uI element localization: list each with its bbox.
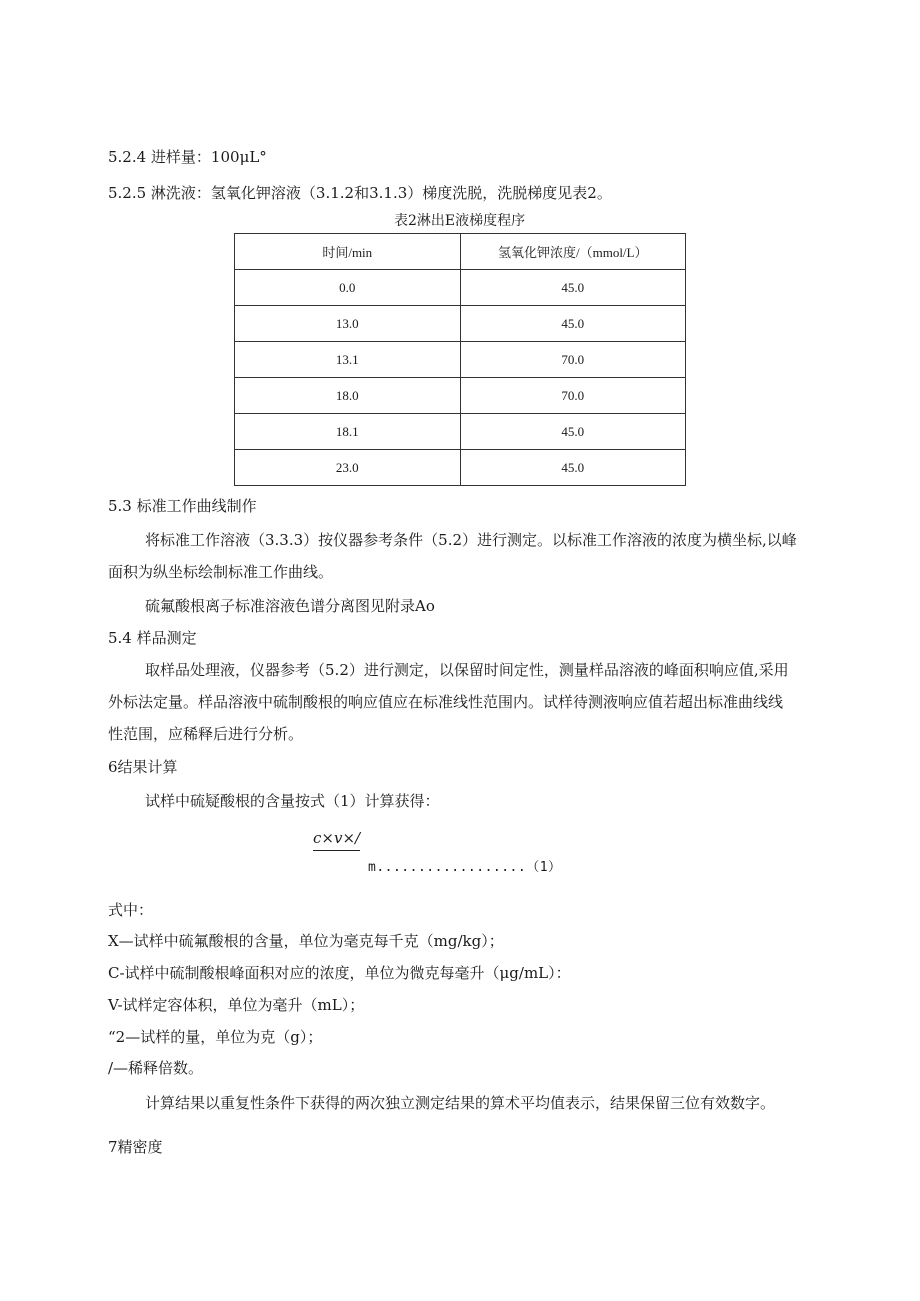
cell-concentration: 45.0 — [460, 450, 686, 486]
formula-numerator: c×v×/ — [313, 828, 360, 851]
section-5-2-4: 5.2.4 进样量：100μL° — [108, 148, 267, 166]
section-5-4-paragraph-line1: 取样品处理液，仪器参考（5.2）进行测定，以保留时间定性，测量样品溶液的峰面积响应值,采用 — [145, 661, 789, 679]
header-concentration: 氢氧化钾浓度/（mmol/L） — [460, 234, 686, 270]
table-header-row — [235, 234, 686, 270]
table-row — [235, 342, 686, 378]
definition-c: C-试样中硫制酸根峰面积对应的浓度，单位为微克每毫升（μg/mL）： — [108, 964, 571, 982]
section-5-4-title: 5.4 样品测定 — [108, 629, 197, 647]
section-5-2-5: 5.2.5 淋洗液：氢氧化钾溶液（3.1.2和3.1.3）梯度洗脱，洗脱梯度见表2。 — [108, 184, 612, 202]
table-row — [235, 450, 686, 486]
where-label: 式中： — [108, 901, 154, 919]
cell-concentration: 70.0 — [460, 378, 686, 414]
table-row — [235, 270, 686, 306]
gradient-table — [234, 233, 686, 486]
result-note: 计算结果以重复性条件下获得的两次独立测定结果的算术平均值表示，结果保留三位有效数字。 — [145, 1094, 776, 1112]
cell-time: 18.0 — [235, 378, 461, 414]
cell-concentration: 45.0 — [460, 414, 686, 450]
cell-concentration: 70.0 — [460, 342, 686, 378]
definition-v: V-试样定容体积，单位为毫升（mL）； — [108, 996, 365, 1014]
section-5-4-paragraph-line2: 外标法定量。样品溶液中硫制酸根的响应值应在标准线性范围内。试样待测液响应值若超出标准曲线线 — [108, 693, 784, 711]
definition-m: “2—试样的量，单位为克（g）； — [108, 1028, 323, 1046]
table-row — [235, 414, 686, 450]
formula-denominator: m..................（1） — [368, 860, 562, 875]
cell-concentration: 45.0 — [460, 270, 686, 306]
cell-time: 18.1 — [235, 414, 461, 450]
table-row — [235, 378, 686, 414]
cell-time: 23.0 — [235, 450, 461, 486]
table-row — [235, 306, 686, 342]
section-7-title: 7精密度 — [108, 1138, 163, 1156]
section-5-3-paragraph-line2: 面积为纵坐标绘制标准工作曲线。 — [108, 563, 334, 581]
section-5-3-title: 5.3 标准工作曲线制作 — [108, 497, 257, 515]
section-5-3-appendix-note: 硫氟酸根离子标准溶液色谱分离图见附录Ao — [145, 597, 435, 615]
definition-x: X—试样中硫氟酸根的含量，单位为毫克每千克（mg/kg）； — [108, 932, 504, 950]
cell-time: 13.0 — [235, 306, 461, 342]
header-time: 时间/min — [235, 234, 461, 270]
section-6-title: 6结果计算 — [108, 758, 178, 776]
section-6-paragraph: 试样中硫疑酸根的含量按式（1）计算获得： — [145, 792, 440, 810]
table-caption: 表2淋出E液梯度程序 — [394, 213, 526, 229]
section-5-4-paragraph-line3: 性范围，应稀释后进行分析。 — [108, 725, 304, 743]
cell-time: 0.0 — [235, 270, 461, 306]
cell-time: 13.1 — [235, 342, 461, 378]
definition-f: /—稀释倍数。 — [108, 1059, 204, 1077]
section-5-3-paragraph-line1: 将标准工作溶液（3.3.3）按仪器参考条件（5.2）进行测定。以标准工作溶液的浓度为横坐标,以峰 — [145, 531, 797, 549]
cell-concentration: 45.0 — [460, 306, 686, 342]
